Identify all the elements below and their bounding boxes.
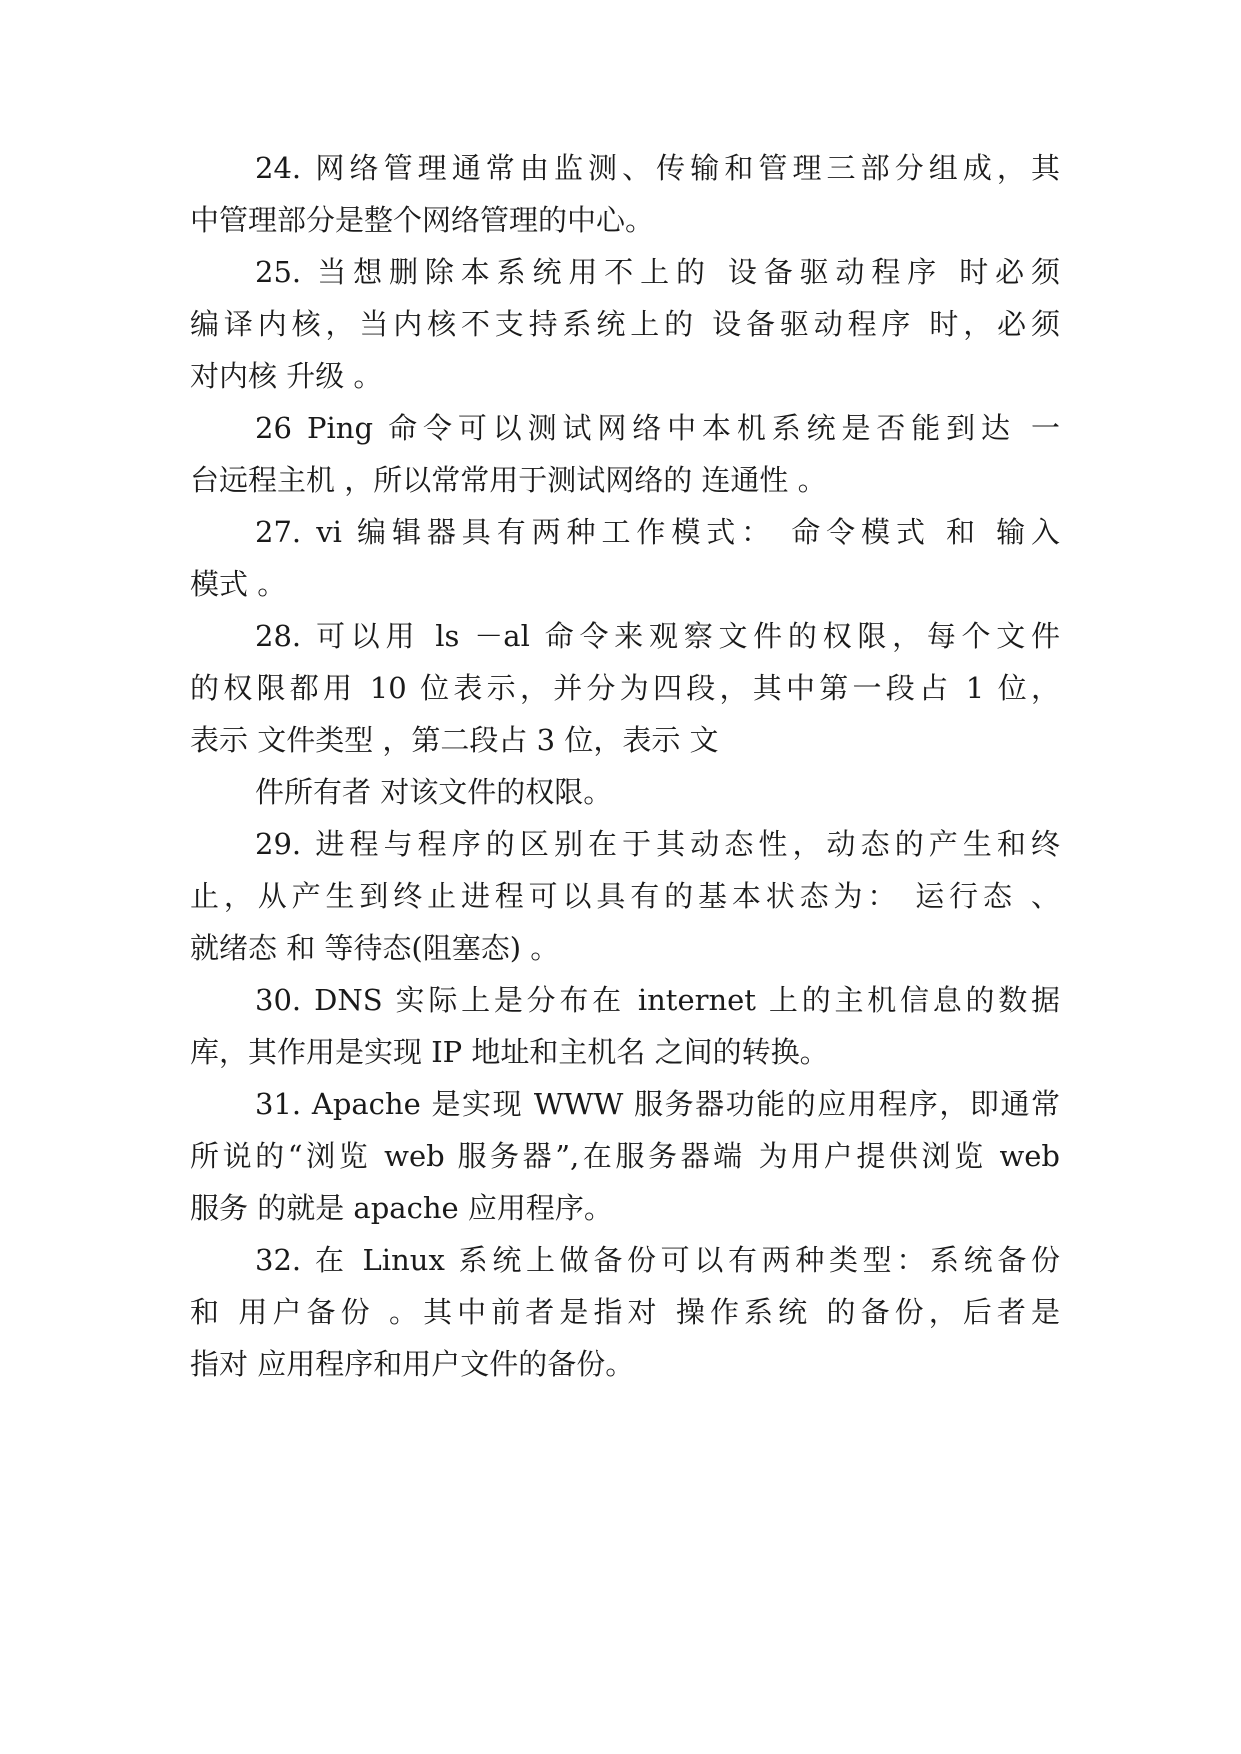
text-line: 25. 当想删除本系统用不上的 设备驱动程序 时必须 [255,255,1060,289]
text-line: 台远程主机 ，所以常常用于测试网络的 连通性 。 [190,463,827,497]
text-line: 26 Ping 命令可以测试网络中本机系统是否能到达 一 [255,411,1060,445]
text-line: 服务 的就是 apache 应用程序。 [190,1191,613,1225]
text-line: 止，从产生到终止进程可以具有的基本状态为： 运行态 、 [190,879,1060,913]
text-line: 模式 。 [190,567,287,601]
text-line: 和 用户备份 。其中前者是指对 操作系统 的备份，后者是 [190,1295,1060,1329]
text-line: 指对 应用程序和用户文件的备份。 [190,1347,635,1381]
text-line: 就绪态 和 等待态(阻塞态) 。 [190,931,560,965]
text-line: 27. vi 编辑器具有两种工作模式： 命令模式 和 输入 [255,515,1060,549]
text-line: 30. DNS 实际上是分布在 internet 上的主机信息的数据 [255,983,1060,1017]
text-line: 所说的“浏览 web 服务器”,在服务器端 为用户提供浏览 web [190,1139,1060,1173]
text-line: 29. 进程与程序的区别在于其动态性，动态的产生和终 [255,827,1060,861]
text-line: 中管理部分是整个网络管理的中心。 [190,203,655,237]
text-line: 编译内核，当内核不支持系统上的 设备驱动程序 时，必须 [190,307,1060,341]
text-line: 24. 网络管理通常由监测、传输和管理三部分组成，其 [255,151,1060,185]
text-line: 的权限都用 10 位表示，并分为四段，其中第一段占 1 位， [190,671,1060,705]
text-line: 31. Apache 是实现 WWW 服务器功能的应用程序，即通常 [255,1087,1060,1121]
text-line: 28. 可以用 ls －al 命令来观察文件的权限，每个文件 [255,619,1060,653]
text-line: 库，其作用是实现 IP 地址和主机名 之间的转换。 [190,1035,829,1069]
text-line: 表示 文件类型 ，第二段占 3 位，表示 文 [190,723,719,757]
text-line: 对内核 升级 。 [190,359,383,393]
text-line: 件所有者 对该文件的权限。 [255,775,613,809]
text-line: 32. 在 Linux 系统上做备份可以有两种类型：系统备份 [255,1243,1060,1277]
